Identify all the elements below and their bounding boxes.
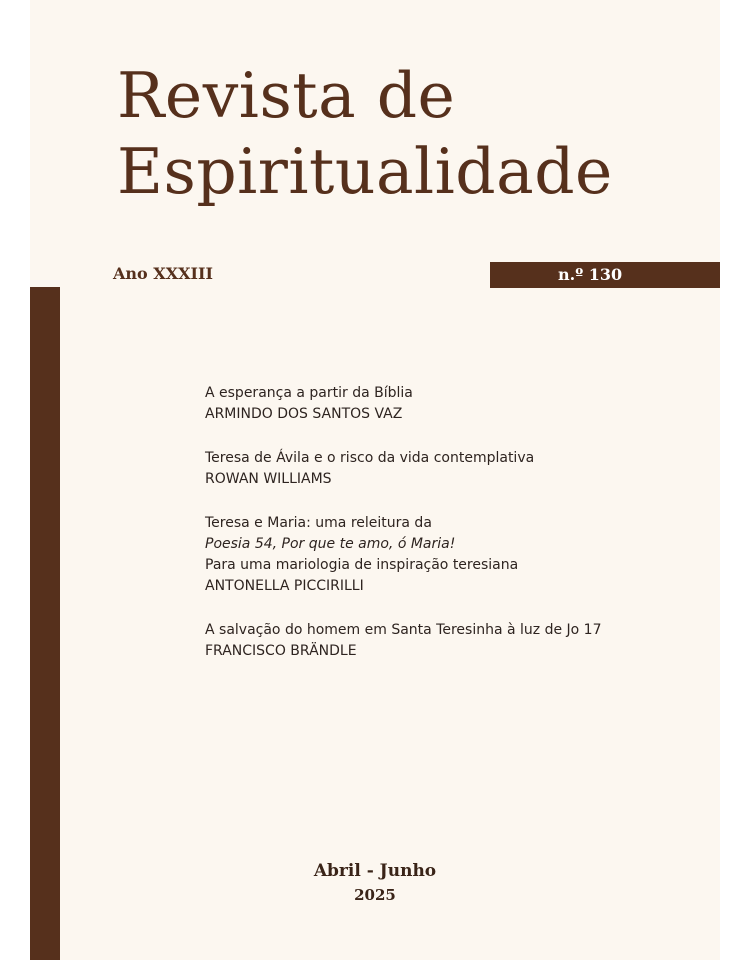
article-entry (205, 448, 705, 490)
article-entry (205, 383, 705, 425)
title-line-2: Espiritualidade (117, 135, 613, 208)
article-title: A salvação do homem em Santa Teresinha à luz de Jo 17 (205, 622, 602, 638)
article-author: ROWAN WILLIAMS (205, 471, 332, 487)
article-title: Teresa e Maria: uma releitura da (205, 515, 432, 531)
article-author: ARMINDO DOS SANTOS VAZ (205, 406, 403, 422)
magazine-title (117, 58, 613, 210)
issue-number-bar (490, 262, 720, 288)
article-entry (205, 513, 705, 597)
article-subtitle: Para uma mariologia de inspiração teresiana (205, 557, 519, 573)
article-author: FRANCISCO BRÄNDLE (205, 643, 357, 659)
publication-period: Abril - Junho (313, 861, 437, 881)
article-title-italic: Poesia 54, Por que te amo, ó Maria! (205, 536, 456, 552)
title-line-1: Revista de (117, 59, 456, 132)
article-author: ANTONELLA PICCIRILLI (205, 578, 364, 594)
publication-date (30, 858, 720, 906)
table-of-contents (205, 383, 705, 685)
article-title: A esperança a partir da Bíblia (205, 385, 413, 401)
publication-year: 2025 (354, 886, 396, 904)
article-entry (205, 620, 705, 662)
magazine-cover (30, 0, 720, 960)
article-title: Teresa de Ávila e o risco da vida contemplativa (205, 450, 535, 466)
issue-number: n.º 130 (558, 265, 623, 284)
volume-year: Ano XXXIII (113, 264, 213, 283)
